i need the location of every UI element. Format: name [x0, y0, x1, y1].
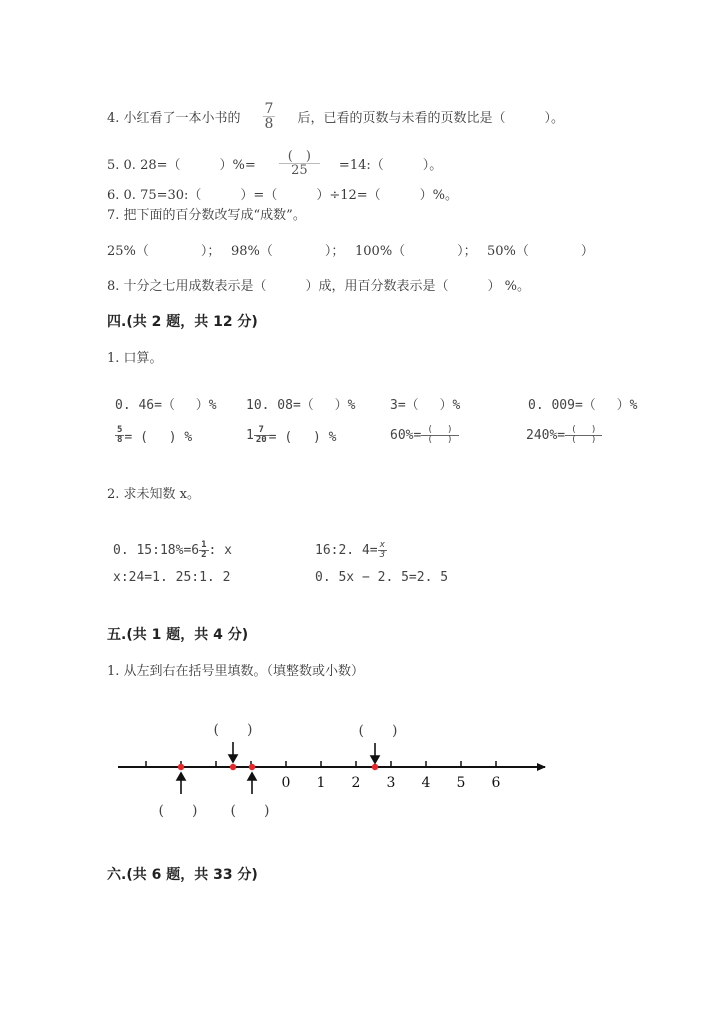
oral-calc-item: 0. 46=（ ）%: [115, 398, 217, 413]
oral-calc-item: 240%= $\frac{( )}{( )}$: [526, 420, 602, 450]
question-5: [107, 146, 442, 180]
question-8: 8. 十分之七用成数表示是（ ）成，用百分数表示是（ ） %。: [107, 279, 531, 294]
q5-prefix: 5. 0. 28=（ ）%=: [107, 157, 256, 173]
blank-above-1: ( ): [213, 722, 253, 738]
tick-label-2: 2: [351, 775, 361, 791]
equation-4: 0. 5x − 2. 5=2. 5: [315, 570, 449, 585]
oral-calc-item: 10. 08=（ ）%: [246, 398, 356, 413]
q4-prefix: 4. 小红看了一本小书的: [107, 110, 241, 126]
blank-fraction: $\frac{( )}{( )}$: [421, 426, 458, 445]
oral-calc-item: 3=（ ）%: [390, 398, 461, 413]
equation-3: x:24=1. 25:1. 2: [113, 570, 231, 585]
tick-label-4: 4: [421, 775, 431, 791]
tick-label-1: 1: [316, 775, 326, 791]
q7-item: 98%（ ）；: [231, 244, 345, 259]
question-6: 6. 0. 75=30:（ ）=（ ）÷12=（ ）%。: [107, 188, 459, 203]
q7-item: 100%（ ）；: [355, 244, 477, 259]
oral-calc-item: 0. 009=（ ）%: [528, 398, 638, 413]
fraction-x-3: $\frac{x}{3}$: [379, 539, 386, 560]
fraction-1-2: $\frac{1}{2}$: [201, 539, 207, 560]
blank-below-2: ( ): [230, 803, 270, 819]
question-7-items: [107, 240, 594, 259]
question-4: [107, 98, 564, 134]
q4-suffix: 后，已看的页数与未看的页数比是（ ）。: [297, 110, 564, 126]
question-7-title: 7. 把下面的百分数改写成“成数”。: [107, 208, 306, 223]
section-6-title: 六.(共 6 题，共 33 分): [107, 867, 258, 883]
oral-calc-item: 60%= $\frac{( )}{( )}$: [390, 420, 459, 450]
blank-below-1: ( ): [158, 803, 198, 819]
section-5-title: 五.(共 1 题，共 4 分): [107, 627, 249, 643]
oral-calc-row-2: [115, 420, 675, 450]
tick-label-3: 3: [386, 775, 396, 791]
equation-2: 16:2. 4= $\frac{x}{3}$: [315, 539, 386, 560]
q7-item: 25%（ ）；: [107, 244, 221, 259]
axis-arrow-icon: [537, 763, 546, 771]
q5-suffix: =14:（ ）。: [338, 157, 443, 173]
q7-item: 50%（ ）: [487, 244, 594, 259]
q5-fraction: $\frac{( )}{25}$: [278, 150, 321, 177]
number-line: [0, 700, 720, 840]
section-4-q2-title: 2. 求未知数 x。: [107, 487, 200, 502]
oral-calc-item: 1 $\frac{7}{20}$ = ( ) %: [246, 424, 337, 445]
tick-label-5: 5: [456, 775, 466, 791]
fraction-5-8: $\frac{5}{8}$: [117, 424, 123, 445]
oral-calc-item: $\frac{5}{8}$ = ( ) %: [117, 424, 193, 445]
equation-1: 0. 15:18%=6 $\frac{1}{2}$ : x: [113, 539, 232, 560]
section-5-q1-title: 1. 从左到右在括号里填数。（填整数或小数）: [107, 664, 365, 679]
q4-fraction: $\frac{7}{8}$: [264, 100, 274, 132]
oral-calc-row-1: [115, 394, 675, 414]
blank-above-2: ( ): [358, 723, 398, 739]
tick-label-6: 6: [491, 775, 501, 791]
tick-label-0: 0: [281, 775, 291, 791]
section-4-q1-title: 1. 口算。: [107, 351, 163, 366]
section-4-title: 四.(共 2 题，共 12 分): [107, 314, 258, 330]
blank-fraction: $\frac{( )}{( )}$: [565, 426, 602, 445]
fraction-7-20: $\frac{7}{20}$: [255, 424, 267, 445]
